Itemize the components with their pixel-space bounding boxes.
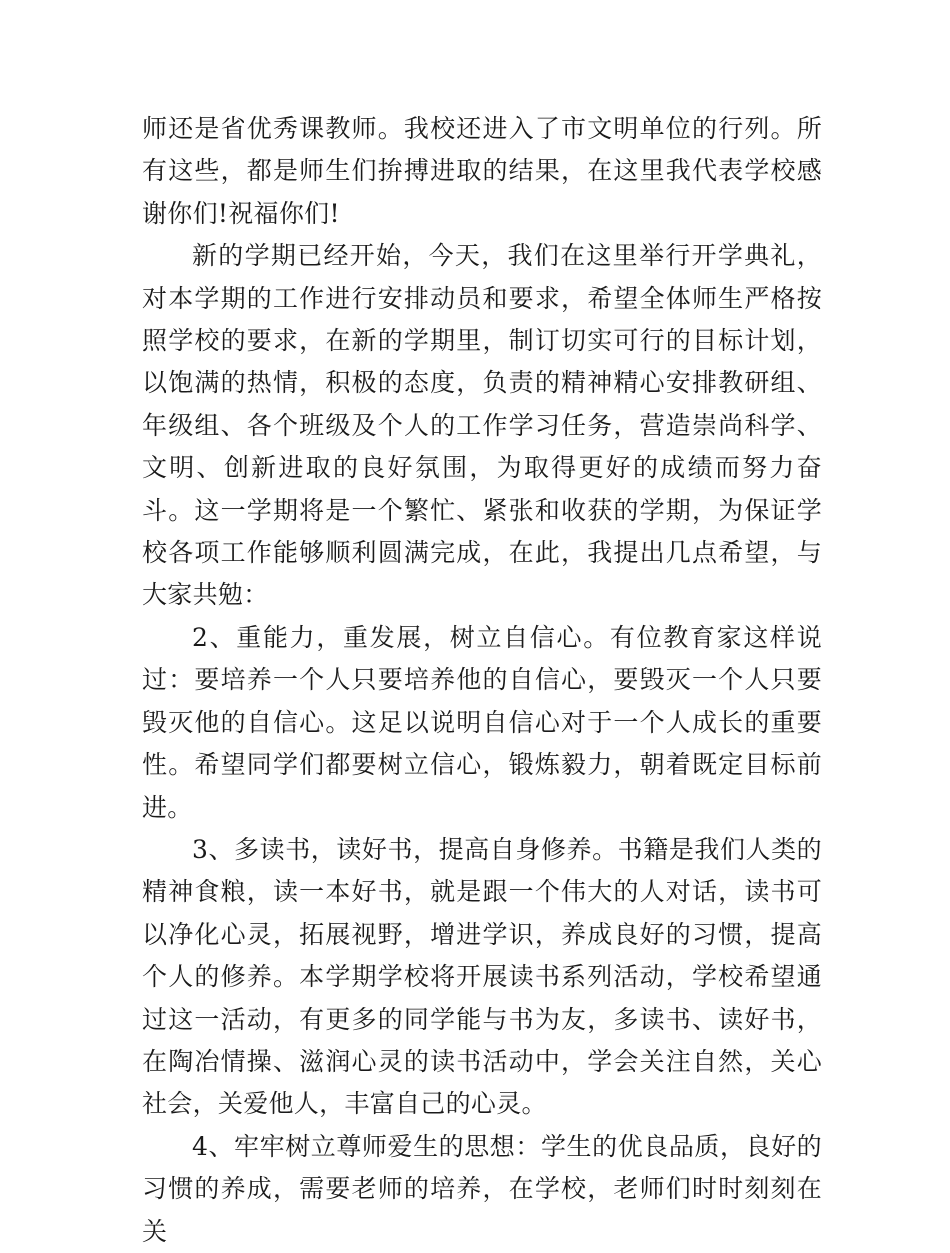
paragraph-point-4: 4、牢牢树立尊师爱生的思想：学生的优良品质，良好的习惯的养成，需要老师的培养，在学校，老师们时时刻刻在关 xyxy=(142,1131,822,1246)
paragraph-thanks: 师还是省优秀课教师。我校还进入了市文明单位的行列。所有这些，都是师生们拚搏进取的结果，在这里我代表学校感谢你们!祝福你们! xyxy=(142,114,822,228)
paragraph-point-2: 2、重能力，重发展，树立自信心。有位教育家这样说过：要培养一个人只要培养他的自信心，要毁灭一个人只要毁灭他的自信心。这足以说明自信心对于一个人成长的重要性。希望同学们都要树立信心，锻炼毅力，朝着既定目标前进。 xyxy=(142,622,822,822)
paragraph-new-semester: 新的学期已经开始，今天，我们在这里举行开学典礼，对本学期的工作进行安排动员和要求，希望全体师生严格按照学校的要求，在新的学期里，制订切实可行的目标计划，以饱满的热情，积极的态度，负责的精神精心安排教研组、年级组、各个班级及个人的工作学习任务，营造崇尚科学、文明、创新进取的良好氛围，为取得更好的成绩而努力奋斗。这一学期将是一个繁忙、紧张和收获的学期，为保证学校各项工作能够顺利圆满完成，在此，我提出几点希望，与大家共勉： xyxy=(142,241,822,610)
document-body xyxy=(142,108,822,1253)
paragraph-point-3: 3、多读书，读好书，提高自身修养。书籍是我们人类的精神食粮，读一本好书，就是跟一个伟大的人对话，读书可以净化心灵，拓展视野，增进学识，养成良好的习惯，提高个人的修养。本学期学校将开展读书系列活动，学校希望通过这一活动，有更多的同学能与书为友，多读书、读好书，在陶冶情操、滋润心灵的读书活动中，学会关注自然，关心社会，关爱他人，丰富自己的心灵。 xyxy=(142,834,822,1119)
